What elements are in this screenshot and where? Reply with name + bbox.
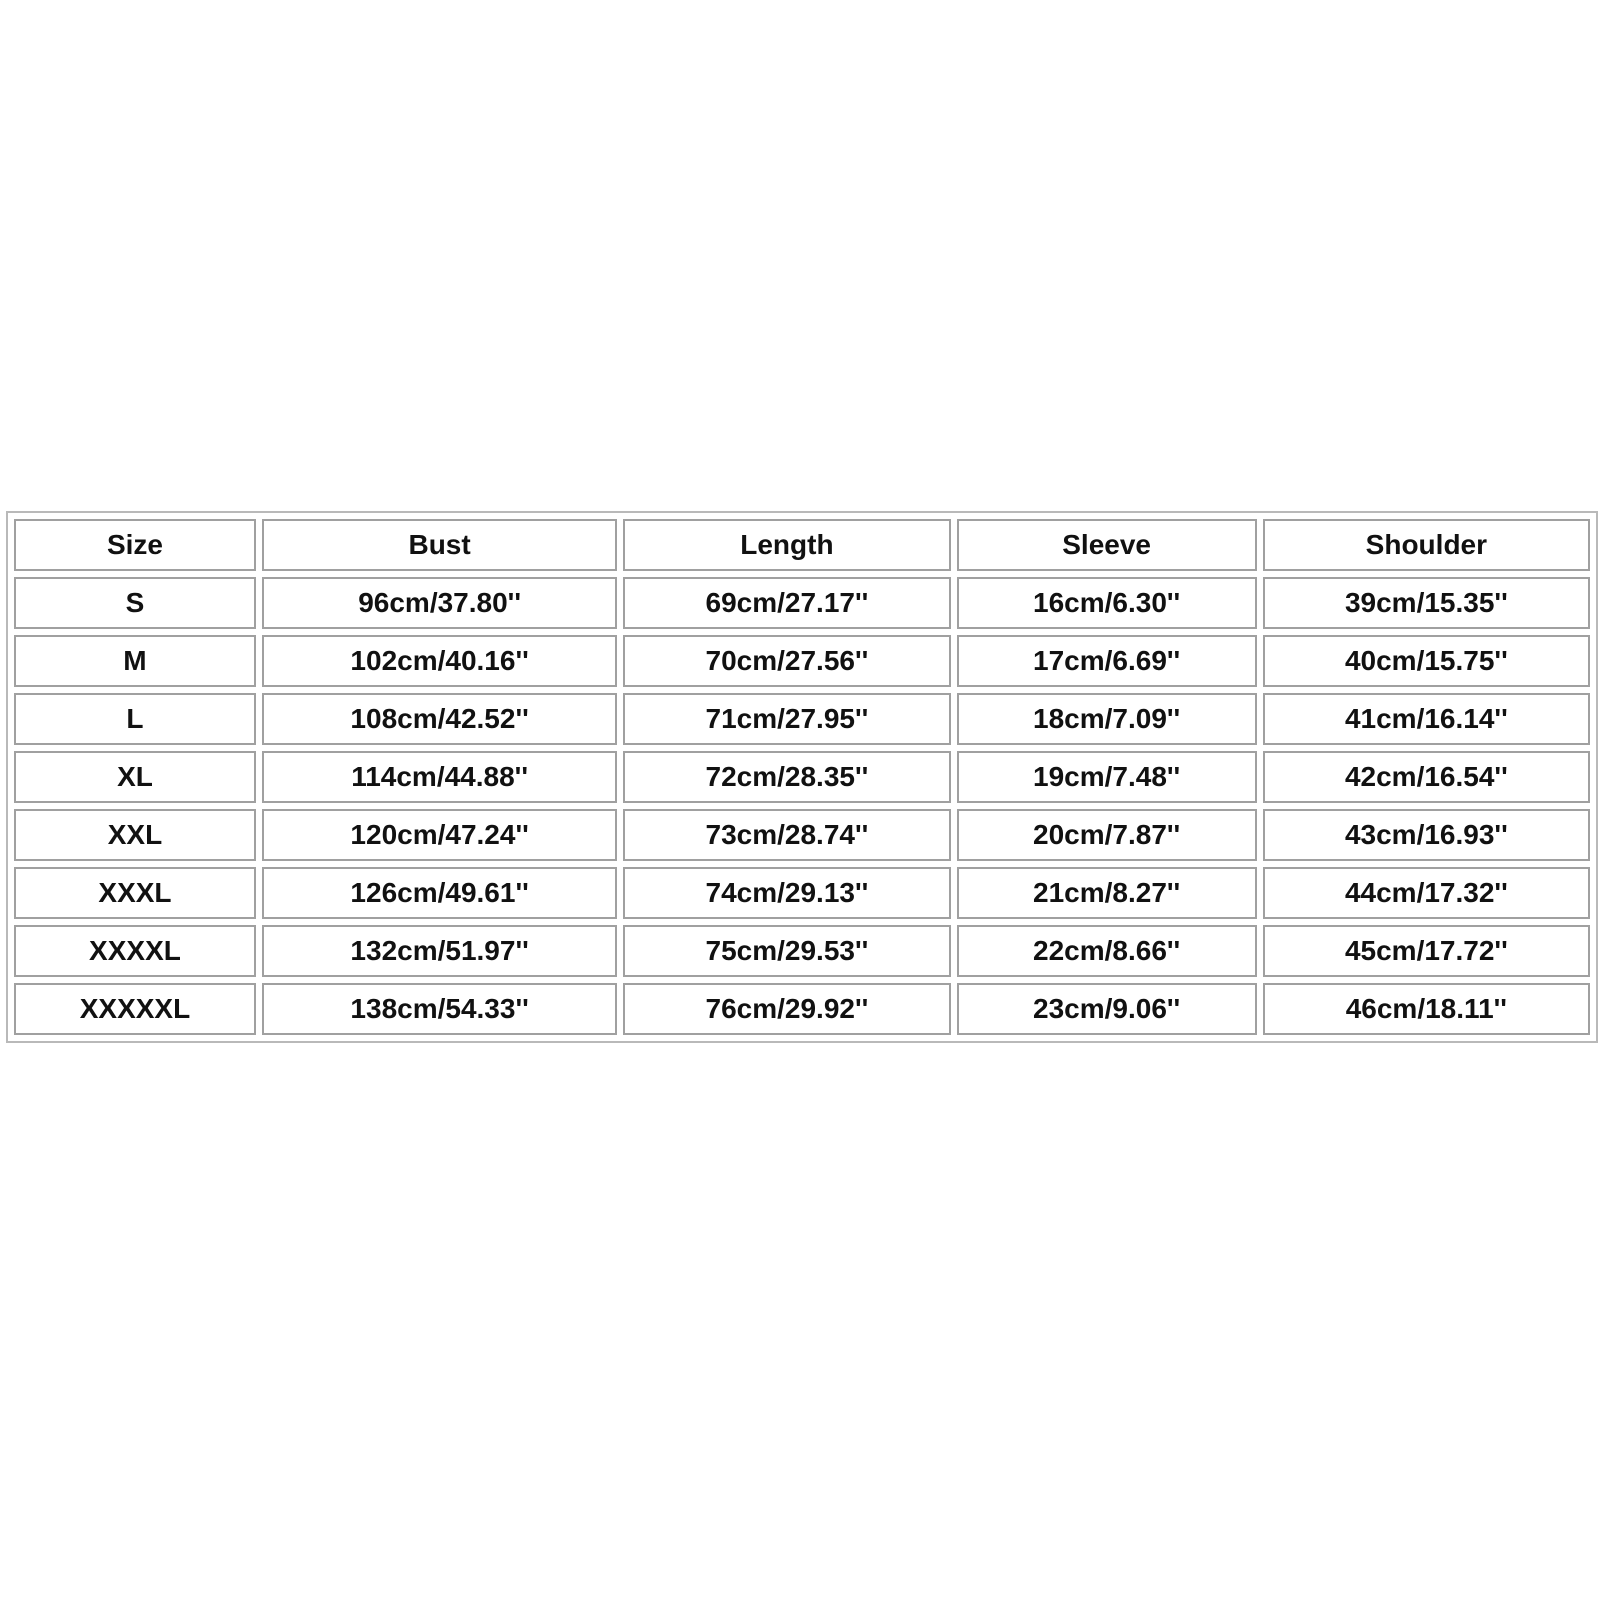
cell-shoulder: 46cm/18.11'' <box>1263 983 1590 1035</box>
cell-length: 69cm/27.17'' <box>623 577 950 629</box>
cell-bust: 138cm/54.33'' <box>262 983 617 1035</box>
cell-sleeve: 21cm/8.27'' <box>957 867 1257 919</box>
table-row <box>14 809 1590 861</box>
cell-size: XXL <box>14 809 256 861</box>
cell-size: XXXXXL <box>14 983 256 1035</box>
cell-length: 70cm/27.56'' <box>623 635 950 687</box>
header-length: Length <box>623 519 950 571</box>
cell-size: M <box>14 635 256 687</box>
cell-shoulder: 43cm/16.93'' <box>1263 809 1590 861</box>
cell-sleeve: 18cm/7.09'' <box>957 693 1257 745</box>
header-sleeve: Sleeve <box>957 519 1257 571</box>
header-shoulder: Shoulder <box>1263 519 1590 571</box>
table-row <box>14 751 1590 803</box>
cell-length: 76cm/29.92'' <box>623 983 950 1035</box>
cell-shoulder: 44cm/17.32'' <box>1263 867 1590 919</box>
cell-shoulder: 41cm/16.14'' <box>1263 693 1590 745</box>
cell-shoulder: 42cm/16.54'' <box>1263 751 1590 803</box>
cell-sleeve: 17cm/6.69'' <box>957 635 1257 687</box>
cell-length: 73cm/28.74'' <box>623 809 950 861</box>
cell-bust: 120cm/47.24'' <box>262 809 617 861</box>
cell-size: S <box>14 577 256 629</box>
size-chart <box>6 511 1598 1043</box>
cell-sleeve: 20cm/7.87'' <box>957 809 1257 861</box>
table-row <box>14 983 1590 1035</box>
cell-sleeve: 23cm/9.06'' <box>957 983 1257 1035</box>
header-bust: Bust <box>262 519 617 571</box>
table-row <box>14 577 1590 629</box>
cell-bust: 108cm/42.52'' <box>262 693 617 745</box>
cell-size: XXXXL <box>14 925 256 977</box>
table-row <box>14 925 1590 977</box>
cell-bust: 96cm/37.80'' <box>262 577 617 629</box>
header-size: Size <box>14 519 256 571</box>
cell-shoulder: 40cm/15.75'' <box>1263 635 1590 687</box>
cell-sleeve: 22cm/8.66'' <box>957 925 1257 977</box>
cell-size: L <box>14 693 256 745</box>
table-row <box>14 867 1590 919</box>
cell-size: XL <box>14 751 256 803</box>
cell-bust: 102cm/40.16'' <box>262 635 617 687</box>
cell-length: 71cm/27.95'' <box>623 693 950 745</box>
cell-sleeve: 19cm/7.48'' <box>957 751 1257 803</box>
table-row <box>14 635 1590 687</box>
cell-shoulder: 39cm/15.35'' <box>1263 577 1590 629</box>
cell-bust: 114cm/44.88'' <box>262 751 617 803</box>
table-row <box>14 693 1590 745</box>
cell-length: 75cm/29.53'' <box>623 925 950 977</box>
cell-length: 72cm/28.35'' <box>623 751 950 803</box>
cell-sleeve: 16cm/6.30'' <box>957 577 1257 629</box>
cell-length: 74cm/29.13'' <box>623 867 950 919</box>
size-table <box>8 513 1596 1041</box>
cell-size: XXXL <box>14 867 256 919</box>
table-header-row <box>14 519 1590 571</box>
cell-shoulder: 45cm/17.72'' <box>1263 925 1590 977</box>
cell-bust: 132cm/51.97'' <box>262 925 617 977</box>
cell-bust: 126cm/49.61'' <box>262 867 617 919</box>
